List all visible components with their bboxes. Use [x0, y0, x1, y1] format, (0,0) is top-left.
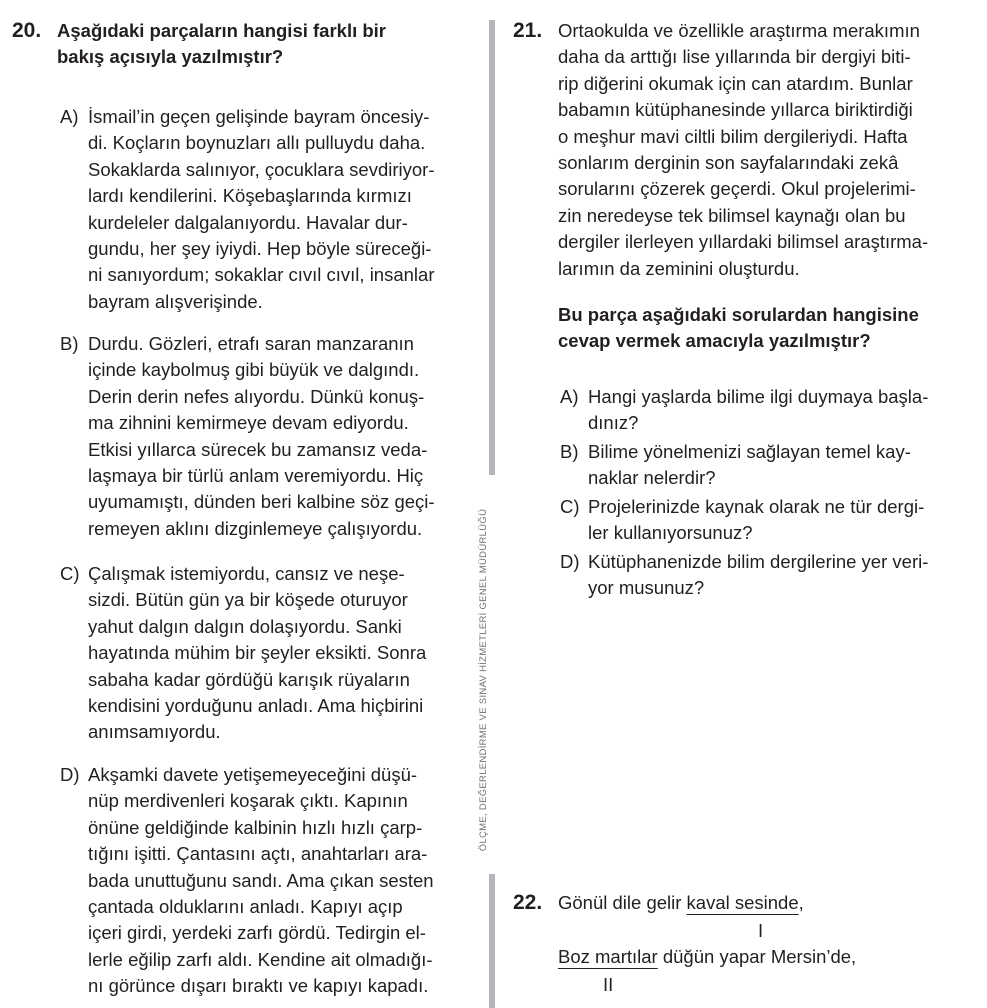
verse-text: Gönül dile gelir — [558, 892, 687, 913]
option-letter: A) — [60, 106, 79, 127]
question-21-stem — [558, 302, 919, 354]
option-line: naklar nelerdir? — [588, 467, 716, 489]
option-letter: B) — [60, 333, 79, 354]
option-text — [88, 331, 435, 542]
roman-marker-1: I — [758, 920, 764, 941]
column-divider-top — [489, 20, 495, 475]
underlined-phrase-2: Boz martılar — [558, 946, 658, 967]
passage-line: rip diğerini okumak için can atardım. Bunlar — [558, 72, 913, 94]
option-letter: D) — [560, 551, 580, 572]
option-line: Hangi yaşlarda bilime ilgi duymaya başla- — [588, 386, 929, 407]
option-text — [588, 494, 924, 547]
passage-line: sorularını çözerek geçerdi. Okul projelerimi- — [558, 178, 916, 200]
option-text — [588, 384, 928, 437]
option-line: Sokaklarda salınıyor, çocuklara sevdiriyor- — [88, 158, 435, 180]
option-line: gundu, her şey iyiydi. Hep böyle süreceği- — [88, 238, 432, 260]
option-line: bada unuttuğunu sandı. Ama çıkan sesten — [88, 869, 434, 891]
question-22-verse-line-1 — [558, 890, 804, 916]
passage-line: larımın da zeminini oluşturdu. — [558, 257, 800, 279]
stem-line: Bu parça aşağıdaki sorulardan hangisine — [558, 304, 919, 325]
option-letter: B) — [560, 441, 579, 462]
option-line: Kütüphanenizde bilim dergilerine yer veri- — [588, 551, 929, 572]
option-line: nüp merdivenleri koşarak çıktı. Kapının — [88, 790, 408, 812]
option-line: dınız? — [588, 412, 639, 434]
underlined-phrase-1: kaval sesinde — [686, 892, 799, 913]
question-22-number: 22. — [513, 891, 543, 914]
option-line: İsmail’in geçen gelişinde bayram öncesiy- — [88, 106, 430, 127]
option-line: Etkisi yıllarca sürecek bu zamansız veda- — [88, 438, 428, 460]
option-line: yahut dalgın dalgın dolaşıyordu. Sanki — [88, 615, 402, 637]
option-line: Akşamki davete yetişemeyeceğini düşü- — [88, 764, 418, 785]
publisher-side-label: ÖLÇME, DEĞERLENDİRME VE SINAV HİZMETLERİ GENEL MÜDÜRLÜĞÜ — [478, 508, 489, 852]
verse-punctuation: , — [798, 892, 804, 913]
option-letter: C) — [60, 563, 80, 584]
option-line: nı görünce dışarı bıraktı ve kapıyı kapadı. — [88, 975, 429, 997]
option-line: içeri girdi, yerdeki zarfı gördü. Tedirgin el- — [88, 922, 426, 944]
question-21-number: 21. — [513, 19, 543, 42]
question-20-stem — [57, 18, 386, 70]
option-line: remeyen aklını dizginlemeye çalışıyordu. — [88, 517, 423, 539]
question-22-verse-line-2 — [558, 944, 856, 970]
option-line: Derin derin nefes alıyordu. Dünkü konuş- — [88, 385, 425, 407]
stem-line: bakış açısıyla yazılmıştır? — [57, 46, 284, 67]
option-line: uyumamıştı, dünden beri kalbine söz geçi- — [88, 491, 435, 513]
roman-marker-2: II — [603, 974, 614, 995]
option-text — [88, 104, 435, 315]
option-line: lerle eğilip zarfı aldı. Kendine ait olmadığı- — [88, 948, 433, 970]
option-line: sizdi. Bütün gün ya bir köşede oturuyor — [88, 589, 408, 611]
passage-line: dergiler ilerleyen yıllardaki bilimsel araştırma- — [558, 231, 929, 253]
option-letter: A) — [560, 386, 579, 407]
option-line: Bilime yönelmenizi sağlayan temel kay- — [588, 441, 911, 462]
option-line: önüne geldiğinde kalbinin hızlı hızlı çarp- — [88, 816, 423, 838]
question-21-passage — [558, 18, 928, 282]
option-line: hayatında mühim bir şeyler eksikti. Sonra — [88, 642, 427, 664]
option-line: içinde kaybolmuş gibi büyük ve dalgındı. — [88, 359, 420, 381]
passage-line: daha da arttığı lise yıllarında bir dergiyi biti- — [558, 46, 911, 68]
option-letter: D) — [60, 764, 80, 785]
option-text — [88, 762, 434, 1000]
question-20-number: 20. — [12, 19, 42, 42]
option-line: ler kullanıyorsunuz? — [588, 522, 753, 544]
option-line: Projelerinizde kaynak olarak ne tür dergi- — [588, 496, 925, 517]
option-line: Durdu. Gözleri, etrafı saran manzaranın — [88, 333, 414, 354]
option-line: lardı kendilerini. Köşebaşlarında kırmızı — [88, 185, 412, 207]
stem-line: Aşağıdaki parçaların hangisi farklı bir — [57, 20, 387, 41]
option-line: sabaha kadar gördüğü karışık rüyaların — [88, 668, 410, 690]
option-text — [88, 561, 426, 746]
option-line: kurdeleler dalgalanıyordu. Havalar dur- — [88, 211, 408, 233]
passage-line: zin neredeyse tek bilimsel kaynağı olan bu — [558, 204, 906, 226]
column-divider-bottom — [489, 874, 495, 1008]
option-line: di. Koçların boynuzları allı pulluydu daha. — [88, 132, 426, 154]
option-line: laşmaya bir türlü anlam veremiyordu. Hiç — [88, 465, 424, 487]
option-line: kendisini yorduğunu anladı. Ama hiçbirini — [88, 695, 424, 717]
passage-line: o meşhur mavi ciltli bilim dergileriydi. Hafta — [558, 125, 908, 147]
option-line: tığını işitti. Çantasını açtı, anahtarları ara- — [88, 843, 428, 865]
option-line: anımsamıyordu. — [88, 721, 221, 743]
stem-line: cevap vermek amacıyla yazılmıştır? — [558, 330, 871, 351]
option-text — [588, 439, 911, 492]
option-line: ma zihnini kemirmeye devam ediyordu. — [88, 412, 409, 434]
verse-text: düğün yapar Mersin’de, — [657, 946, 857, 967]
option-line: ni sanıyordum; sokaklar cıvıl cıvıl, insanlar — [88, 264, 435, 286]
passage-line: sonlarım derginin son sayfalarındaki zekâ — [558, 152, 899, 174]
option-letter: C) — [560, 496, 580, 517]
passage-line: babamın kütüphanesinde yıllarca biriktirdiği — [558, 99, 913, 121]
option-text — [588, 549, 928, 602]
passage-line: Ortaokulda ve özellikle araştırma merakımın — [558, 20, 920, 41]
option-line: yor musunuz? — [588, 577, 705, 599]
option-line: Çalışmak istemiyordu, cansız ve neşe- — [88, 563, 405, 584]
option-line: çantada olduklarını anladı. Kapıyı açıp — [88, 896, 403, 918]
option-line: bayram alışverişinde. — [88, 290, 263, 312]
